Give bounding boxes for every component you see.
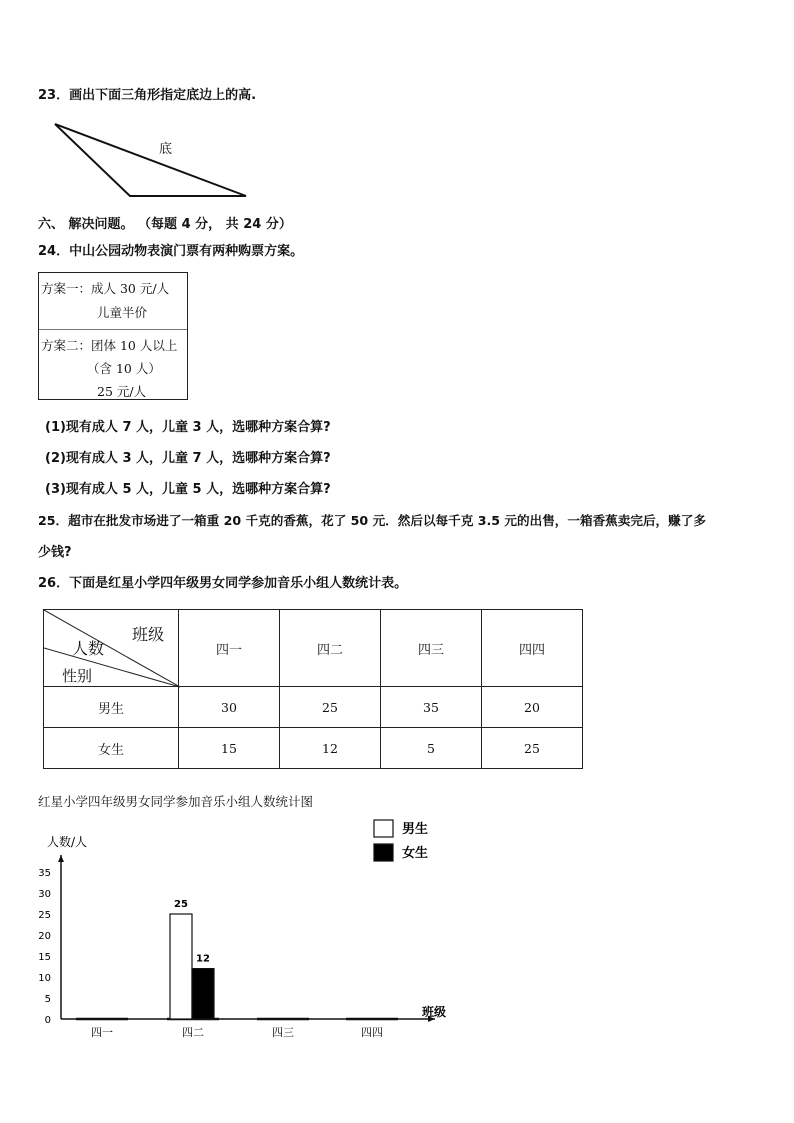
corner-class-label: 班级 xyxy=(132,625,165,644)
table-cell: 25 xyxy=(280,687,381,728)
chart-x-axis-label: 班级 xyxy=(422,1005,447,1019)
bar-girls xyxy=(192,969,214,1019)
legend-label: 女生 xyxy=(402,846,429,861)
corner-count-label: 人数 xyxy=(72,639,105,658)
y-tick-label: 30 xyxy=(38,889,51,900)
plan1-line2: 儿童半价 xyxy=(97,305,148,320)
legend-swatch-girls xyxy=(374,844,393,861)
chart-x-ticks xyxy=(76,1019,398,1039)
table-cell: 25 xyxy=(482,728,583,769)
col-header-4-3: 四三 xyxy=(381,610,482,687)
legend-swatch-boys xyxy=(374,820,393,837)
y-tick-label: 5 xyxy=(44,994,51,1005)
y-tick-label: 35 xyxy=(38,868,51,879)
chart-legend xyxy=(374,820,428,861)
table-header-row xyxy=(44,610,583,687)
bar-data-label: 25 xyxy=(174,899,188,910)
triangle-figure xyxy=(50,118,255,202)
x-tick-label: 四一 xyxy=(91,1026,113,1039)
table-row xyxy=(44,687,583,728)
col-header-4-1: 四一 xyxy=(179,610,280,687)
chart-axes xyxy=(58,855,435,1022)
col-header-4-4: 四四 xyxy=(482,610,583,687)
plan2-line2: （含 10 人） xyxy=(87,361,161,376)
q23-text: 23．画出下面三角形指定底边上的高. xyxy=(38,88,257,103)
col-header-4-2: 四二 xyxy=(280,610,381,687)
legend-label: 男生 xyxy=(402,822,429,837)
y-tick-label: 10 xyxy=(38,973,51,984)
y-tick-label: 20 xyxy=(38,931,51,942)
table-cell: 20 xyxy=(482,687,583,728)
chart-bars xyxy=(170,899,214,1019)
ticket-plans-box xyxy=(38,272,188,400)
bar-chart xyxy=(30,815,470,1050)
section-6-heading: 六、 解决问题。 （每题 4 分， 共 24 分） xyxy=(38,217,292,232)
table-cell: 5 xyxy=(381,728,482,769)
plan2-line3: 25 元/人 xyxy=(97,384,147,399)
music-group-table xyxy=(43,609,583,769)
chart-y-ticks xyxy=(38,868,51,1026)
q24-sub1: (1)现有成人 7 人，儿童 3 人，选哪种方案合算? xyxy=(45,420,331,435)
table-cell: 15 xyxy=(179,728,280,769)
row-label-boys: 男生 xyxy=(44,687,179,728)
plan2-line1: 方案二：团体 10 人以上 xyxy=(41,338,178,353)
plan-divider xyxy=(39,329,187,330)
table-corner-cell xyxy=(44,610,179,687)
table-cell: 35 xyxy=(381,687,482,728)
x-tick-label: 四四 xyxy=(361,1026,383,1039)
q24-sub2: (2)现有成人 3 人，儿童 7 人，选哪种方案合算? xyxy=(45,451,331,466)
table-row xyxy=(44,728,583,769)
table-cell: 12 xyxy=(280,728,381,769)
triangle-base-label: 底 xyxy=(159,142,173,157)
plan1-line1: 方案一：成人 30 元/人 xyxy=(41,281,170,296)
y-tick-label: 15 xyxy=(38,952,51,963)
bar-data-label: 12 xyxy=(196,953,210,965)
q25-line1: 25．超市在批发市场进了一箱重 20 千克的香蕉，花了 50 元．然后以每千克 3.5 元的出售，一箱香蕉卖完后，赚了多 xyxy=(38,513,706,528)
y-tick-label: 25 xyxy=(38,910,51,921)
triangle-shape xyxy=(55,124,246,196)
q25-line2: 少钱? xyxy=(38,545,72,560)
row-label-girls: 女生 xyxy=(44,728,179,769)
q24-sub3: (3)现有成人 5 人，儿童 5 人，选哪种方案合算? xyxy=(45,482,331,497)
x-tick-label: 四三 xyxy=(272,1026,294,1039)
y-tick-label: 0 xyxy=(44,1015,51,1026)
y-axis-arrow xyxy=(58,855,64,862)
table-cell: 30 xyxy=(179,687,280,728)
chart-title: 红星小学四年级男女同学参加音乐小组人数统计图 xyxy=(38,794,314,809)
bar-boys xyxy=(170,914,192,1019)
x-tick-label: 四二 xyxy=(182,1026,204,1039)
q24-text: 24．中山公园动物表演门票有两种购票方案。 xyxy=(38,244,304,259)
q26-text: 26．下面是红星小学四年级男女同学参加音乐小组人数统计表。 xyxy=(38,576,408,591)
chart-y-axis-label: 人数/人 xyxy=(47,835,88,849)
corner-gender-label: 性别 xyxy=(62,667,93,685)
